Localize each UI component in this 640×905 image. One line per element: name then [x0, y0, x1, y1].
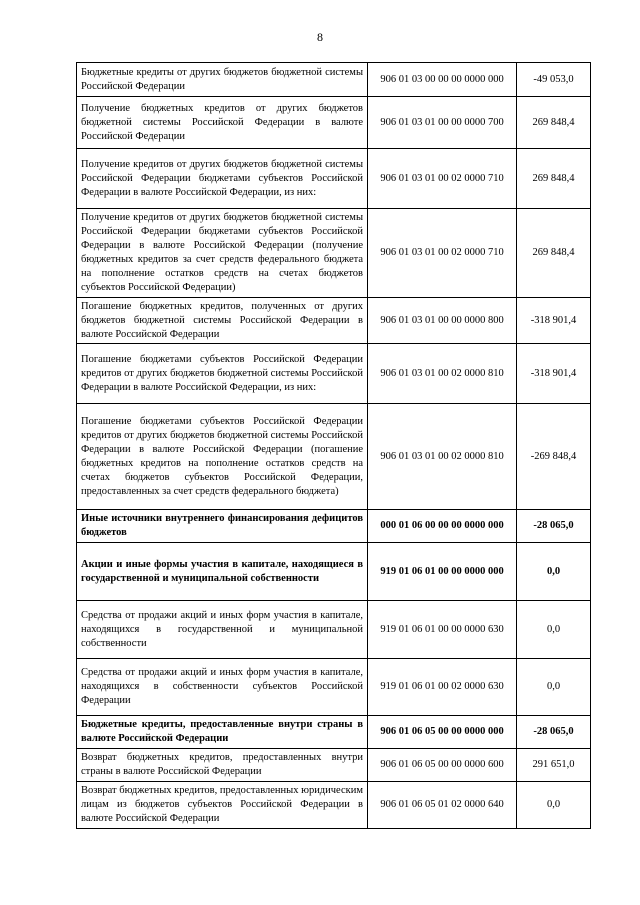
row-amount-cell: -269 848,4	[517, 404, 591, 510]
row-amount-cell: 0,0	[517, 782, 591, 829]
row-name-cell: Возврат бюджетных кредитов, предоставленных внутри страны в валюте Российской Федерации	[77, 749, 368, 782]
row-code-cell: 906 01 03 01 00 02 0000 810	[368, 404, 517, 510]
row-code-cell: 000 01 06 00 00 00 0000 000	[368, 510, 517, 543]
row-amount-cell: -318 901,4	[517, 344, 591, 404]
row-code-cell: 919 01 06 01 00 02 0000 630	[368, 659, 517, 716]
row-amount-cell: -49 053,0	[517, 63, 591, 97]
table-body	[77, 63, 591, 829]
row-amount-cell: 269 848,4	[517, 209, 591, 298]
table-row	[77, 63, 591, 97]
row-amount-cell: -28 065,0	[517, 716, 591, 749]
row-name-cell: Получение кредитов от других бюджетов бюджетной системы Российской Федерации бюджетами субъектов Российской Федерации в валюте Российской Федерации (получение бюджетных кредитов за счет средств федерального бюджета на пополнение остатков средств на счетах бюджетов субъектов Российской Федерации)	[77, 209, 368, 298]
row-amount-cell: 0,0	[517, 659, 591, 716]
table-row	[77, 749, 591, 782]
row-name-cell: Средства от продажи акций и иных форм участия в капитале, находящихся в государственной и муниципальной собственности	[77, 601, 368, 659]
row-code-cell: 906 01 06 05 00 00 0000 600	[368, 749, 517, 782]
table-row	[77, 149, 591, 209]
budget-sources-table	[76, 62, 591, 829]
row-code-cell: 919 01 06 01 00 00 0000 000	[368, 543, 517, 601]
row-amount-cell: -318 901,4	[517, 298, 591, 344]
row-name-cell: Возврат бюджетных кредитов, предоставленных юридическим лицам из бюджетов субъектов Российской Федерации в валюте Российской Федерации	[77, 782, 368, 829]
row-amount-cell: 269 848,4	[517, 149, 591, 209]
row-amount-cell: 0,0	[517, 543, 591, 601]
row-name-cell: Бюджетные кредиты, предоставленные внутри страны в валюте Российской Федерации	[77, 716, 368, 749]
page-number: 8	[317, 30, 323, 44]
table-row	[77, 782, 591, 829]
row-code-cell: 906 01 03 00 00 00 0000 000	[368, 63, 517, 97]
row-code-cell: 906 01 03 01 00 02 0000 810	[368, 344, 517, 404]
table-row	[77, 209, 591, 298]
table-row	[77, 601, 591, 659]
table-row	[77, 344, 591, 404]
table-row	[77, 97, 591, 149]
row-name-cell: Погашение бюджетами субъектов Российской Федерации кредитов от других бюджетов бюджетной системы Российской Федерации в валюте Российской Федерации, из них:	[77, 344, 368, 404]
row-name-cell: Бюджетные кредиты от других бюджетов бюджетной системы Российской Федерации	[77, 63, 368, 97]
row-code-cell: 906 01 06 05 01 02 0000 640	[368, 782, 517, 829]
table-row	[77, 659, 591, 716]
row-name-cell: Получение кредитов от других бюджетов бюджетной системы Российской Федерации бюджетами субъектов Российской Федерации в валюте Российской Федерации, из них:	[77, 149, 368, 209]
row-name-cell: Иные источники внутреннего финансирования дефицитов бюджетов	[77, 510, 368, 543]
row-name-cell: Получение бюджетных кредитов от других бюджетов бюджетной системы Российской Федерации в валюте Российской Федерации	[77, 97, 368, 149]
row-code-cell: 906 01 03 01 00 02 0000 710	[368, 149, 517, 209]
row-code-cell: 906 01 03 01 00 00 0000 800	[368, 298, 517, 344]
row-name-cell: Погашение бюджетами субъектов Российской Федерации кредитов от других бюджетов бюджетной системы Российской Федерации в валюте Российской Федерации (погашение бюджетных кредитов на пополнение остатков средств на счетах бюджетов субъектов Российской Федерации, предоставленных за счет средств федерального бюджета)	[77, 404, 368, 510]
table-row	[77, 510, 591, 543]
row-code-cell: 906 01 03 01 00 02 0000 710	[368, 209, 517, 298]
row-amount-cell: -28 065,0	[517, 510, 591, 543]
row-amount-cell: 291 651,0	[517, 749, 591, 782]
table-row	[77, 404, 591, 510]
row-amount-cell: 0,0	[517, 601, 591, 659]
table-row	[77, 543, 591, 601]
table-row	[77, 716, 591, 749]
row-code-cell: 906 01 06 05 00 00 0000 000	[368, 716, 517, 749]
row-amount-cell: 269 848,4	[517, 97, 591, 149]
row-code-cell: 919 01 06 01 00 00 0000 630	[368, 601, 517, 659]
table-row	[77, 298, 591, 344]
row-name-cell: Погашение бюджетных кредитов, полученных от других бюджетов бюджетной системы Российской Федерации в валюте Российской Федерации	[77, 298, 368, 344]
row-code-cell: 906 01 03 01 00 00 0000 700	[368, 97, 517, 149]
row-name-cell: Средства от продажи акций и иных форм участия в капитале, находящихся в собственности субъектов Российской Федерации	[77, 659, 368, 716]
row-name-cell: Акции и иные формы участия в капитале, находящиеся в государственной и муниципальной собственности	[77, 543, 368, 601]
